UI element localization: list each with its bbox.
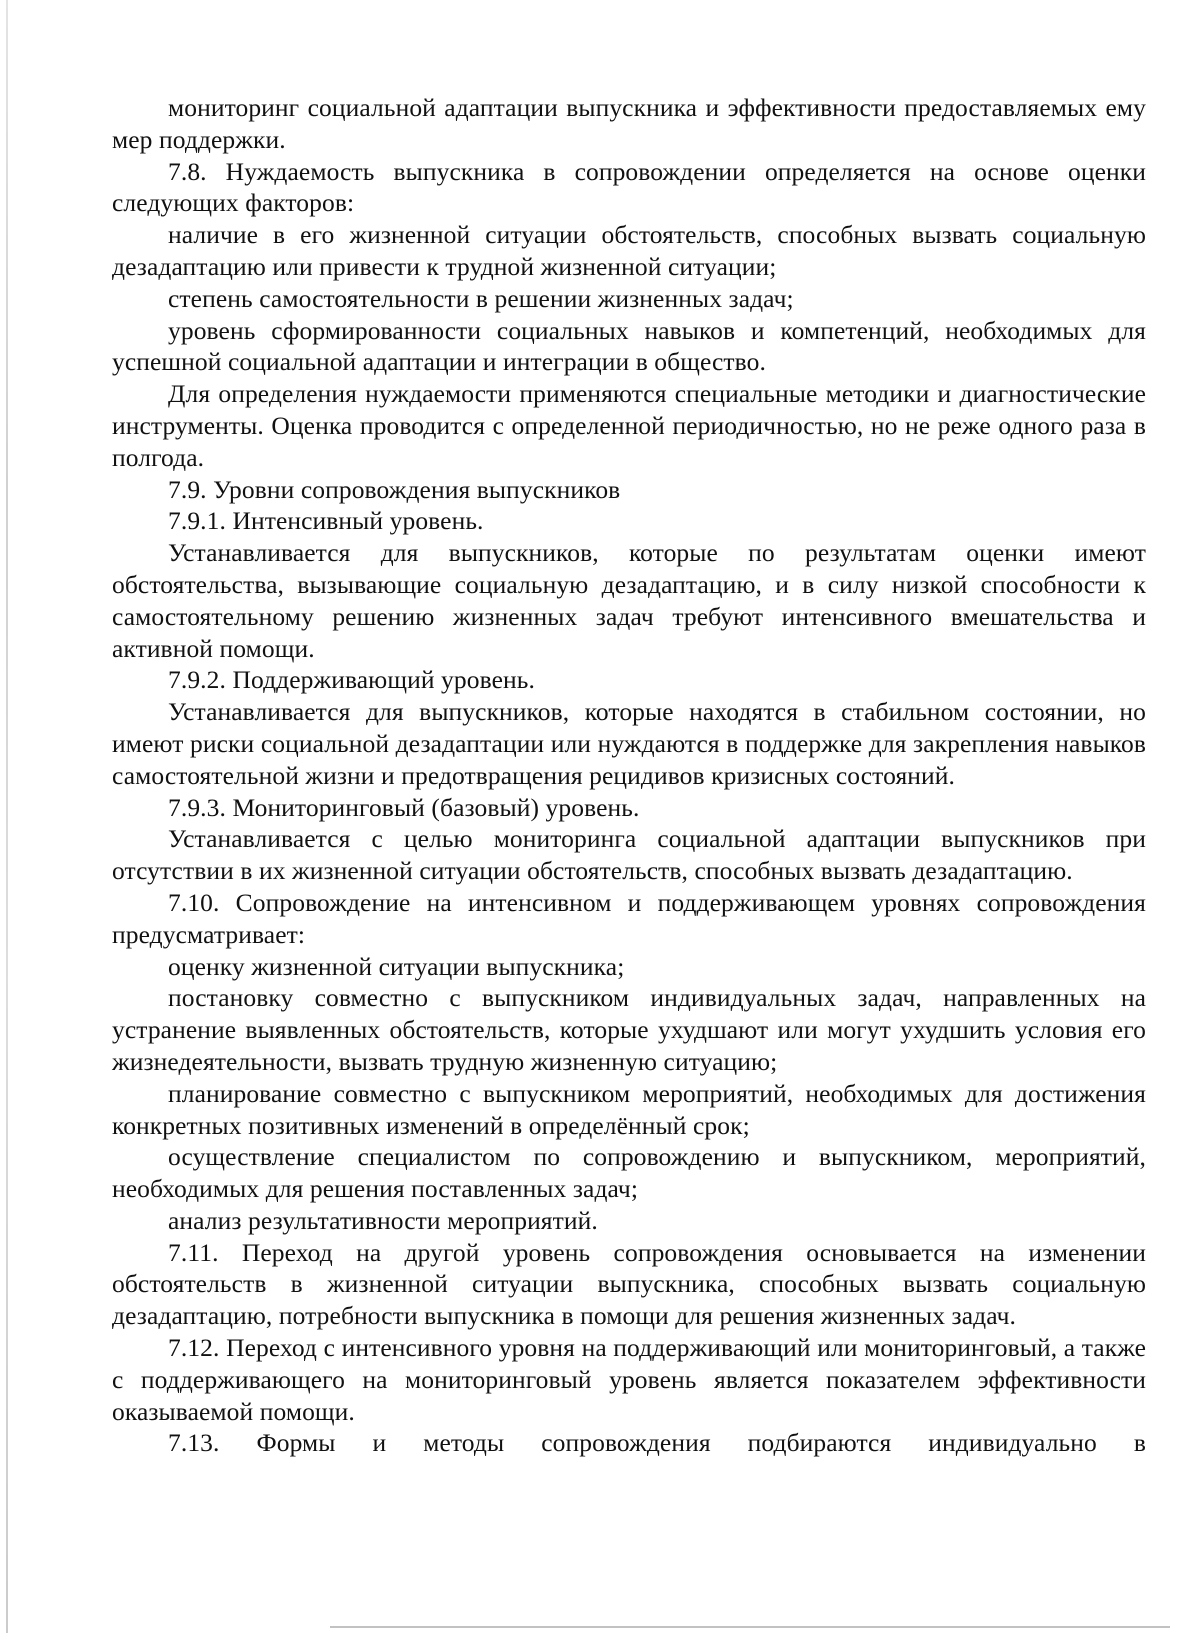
paragraph-7-13: 7.13. Формы и методы сопровождения подбираются индивидуально в [168, 1428, 1146, 1458]
paragraph-plan-activities: планирование совместно с выпускником мероприятий, необходимых для достижения конкретных позитивных изменений в определённый срок; [112, 1078, 1146, 1140]
paragraph-7-11: 7.11. Переход на другой уровень сопровождения основывается на изменении обстоятельств в жизненной ситуации выпускника, способных вызвать социальную дезадаптацию, потребности выпускника в помощи для решения жизненных задач. [112, 1237, 1146, 1331]
paragraph-7-9-3: 7.9.3. Мониторинговый (базовый) уровень. [168, 792, 640, 822]
scan-left-edge [6, 0, 8, 1633]
paragraph-implement-activities: осуществление специалистом по сопровождению и выпускником, мероприятий, необходимых для решения поставленных задач; [112, 1142, 1146, 1204]
paragraph-factor-skills: уровень сформированности социальных навыков и компетенций, необходимых для успешной социальной адаптации и интеграции в общество. [112, 315, 1146, 377]
paragraph-assessment-methods: Для определения нуждаемости применяются специальные методики и диагностические инструменты. Оценка проводится с определенной периодичностью, но не реже одного раза в полгода. [112, 379, 1146, 472]
paragraph-7-10: 7.10. Сопровождение на интенсивном и поддерживающем уровнях сопровождения предусматривает: [112, 887, 1146, 949]
paragraph-set-tasks: постановку совместно с выпускником индивидуальных задач, направленных на устранение выявленных обстоятельств, которые ухудшают или могут ухудшить условия его жизнедеятельности, вызвать трудную жизненную ситуацию; [112, 983, 1146, 1076]
paragraph-intensive-description: Устанавливается для выпускников, которые по результатам оценки имеют обстоятельства, вызывающие социальную дезадаптацию, и в силу низкой способности к самостоятельному решению жизненных задач требуют интенсивного вмешательства и активной помощи. [112, 538, 1146, 663]
paragraph-monitoring: мониторинг социальной адаптации выпускника и эффективности предоставляемых ему мер поддержки. [112, 93, 1146, 154]
paragraph-7-9: 7.9. Уровни сопровождения выпускников [168, 474, 621, 504]
paragraph-monitoring-description: Устанавливается с целью мониторинга социальной адаптации выпускников при отсутствии в их жизненной ситуации обстоятельств, способных вызвать дезадаптацию. [112, 824, 1146, 886]
paragraph-analyze-results: анализ результативности мероприятий. [168, 1205, 598, 1235]
scan-bottom-edge [330, 1626, 1170, 1628]
paragraph-factor-independence: степень самостоятельности в решении жизненных задач; [168, 283, 794, 313]
paragraph-assess-situation: оценку жизненной ситуации выпускника; [168, 951, 625, 981]
paragraph-factor-circumstances: наличие в его жизненной ситуации обстоятельств, способных вызвать социальную дезадаптацию или привести к трудной жизненной ситуации; [112, 220, 1146, 281]
paragraph-7-9-1: 7.9.1. Интенсивный уровень. [168, 506, 484, 536]
paragraph-7-9-2: 7.9.2. Поддерживающий уровень. [168, 665, 535, 695]
paragraph-supporting-description: Устанавливается для выпускников, которые находятся в стабильном состоянии, но имеют риски социальной дезадаптации или нуждаются в поддержке для закрепления навыков самостоятельной жизни и предотвращения рецидивов кризисных состояний. [112, 697, 1146, 790]
paragraph-7-8: 7.8. Нуждаемость выпускника в сопровождении определяется на основе оценки следующих факторов: [112, 156, 1146, 218]
document-body [112, 92, 1146, 1459]
paragraph-7-12: 7.12. Переход с интенсивного уровня на поддерживающий или мониторинговый, а также с поддерживающего на мониторинговый уровень является показателем эффективности оказываемой помощи. [112, 1333, 1146, 1426]
